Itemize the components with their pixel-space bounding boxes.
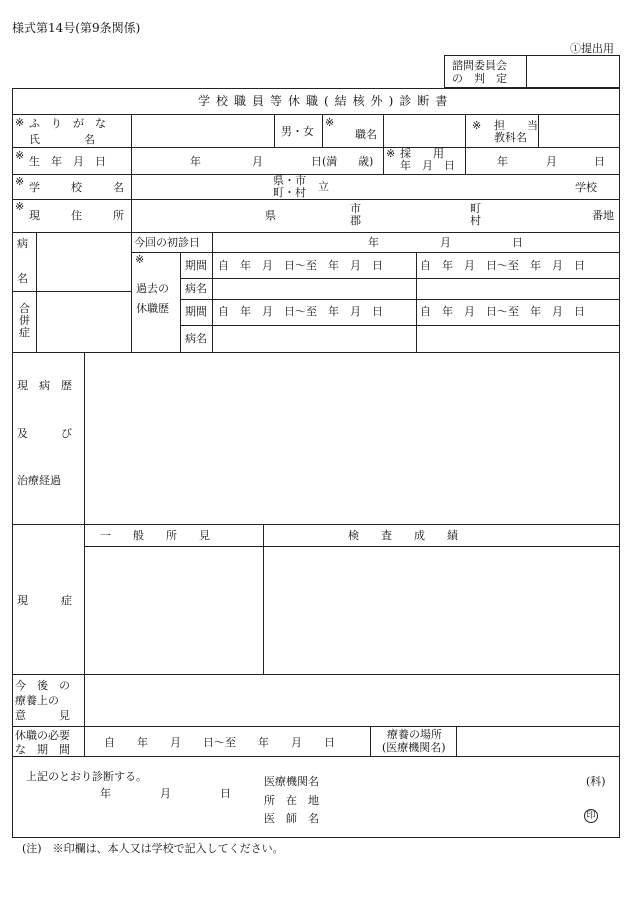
subject-field[interactable] — [539, 115, 619, 147]
opinion-label-2: 療養上の — [15, 694, 59, 707]
history-label-3: 治療経過 — [17, 474, 61, 487]
address-lot: 番地 — [592, 209, 614, 222]
test-results-label: 検 査 成 績 — [348, 529, 458, 542]
first-visit-month: 月 — [440, 236, 451, 249]
period-text: 自 年 月 日〜至 年 月 日 — [218, 305, 383, 318]
mark: ※ — [15, 149, 25, 162]
name-field[interactable] — [132, 115, 274, 147]
period-text: 自 年 月 日〜至 年 月 日 — [420, 305, 585, 318]
past-leave-label-1: 過去の — [136, 282, 169, 295]
subject-label-1: 担 当 — [494, 119, 538, 132]
mark: ※ — [135, 253, 145, 266]
period-label: 期間 — [185, 305, 207, 318]
submission-type: ①提出用 — [570, 42, 614, 55]
general-findings-field[interactable] — [85, 547, 262, 673]
seal-icon — [584, 809, 598, 823]
hire-date-field[interactable] — [466, 148, 619, 173]
position-label: 職名 — [355, 128, 377, 141]
address-label: 現 住 所 — [29, 209, 134, 222]
mark: ※ — [386, 147, 396, 160]
school-suffix: 学校 — [575, 181, 597, 194]
address-county: 郡 — [350, 214, 361, 227]
care-place-label-2: (医療機関名) — [382, 741, 446, 754]
school-label: 学 校 名 — [29, 181, 134, 194]
form-number: 様式第14号(第9条関係) — [12, 21, 141, 35]
committee-judgement-field[interactable] — [527, 56, 619, 87]
doctor-label: 医 師 名 — [264, 812, 319, 825]
past-illness-field-4[interactable] — [417, 326, 619, 351]
complication-field[interactable] — [37, 292, 130, 351]
mark: ※ — [15, 200, 25, 213]
care-place-field[interactable] — [457, 727, 619, 755]
institution-field[interactable] — [330, 772, 580, 788]
hire-day: 日 — [594, 155, 605, 168]
address-field[interactable] — [132, 200, 619, 232]
sex-field[interactable]: 男・女 — [281, 125, 314, 138]
mark: ※ — [15, 175, 25, 188]
school-field[interactable] — [132, 175, 619, 199]
disease-label-top: 病 — [17, 237, 28, 250]
past-leave-label-2: 休職歴 — [136, 302, 169, 315]
opinion-field[interactable] — [85, 675, 619, 725]
hire-year: 年 — [497, 155, 508, 168]
form-title: 学校職員等休職(結核外)診断書 — [198, 94, 454, 108]
past-illness-field-2[interactable] — [417, 279, 619, 299]
general-findings-label: 一 般 所 見 — [100, 529, 210, 542]
period-text: 自 年 月 日〜至 年 月 日 — [420, 259, 585, 272]
committee-label-1: 諮問委員会 — [452, 59, 507, 72]
birth-age: 歳) — [358, 155, 374, 168]
opinion-label-3: 意 見 — [15, 709, 70, 722]
school-town-village: 町・村 — [273, 186, 306, 199]
cert-year: 年 — [100, 787, 111, 800]
first-visit-day: 日 — [512, 236, 523, 249]
school-public: 立 — [318, 180, 329, 193]
school-pref-city: 県・市 — [273, 174, 306, 187]
mark: ※ — [325, 116, 335, 129]
care-place-label-1: 療養の場所 — [387, 728, 442, 741]
first-visit-field[interactable] — [213, 233, 619, 252]
leave-period-field[interactable] — [85, 727, 369, 755]
birth-year: 年 — [190, 155, 201, 168]
mark: ※ — [472, 119, 482, 132]
leave-needed-label-2: な 期 間 — [15, 743, 70, 756]
illness-label: 病名 — [185, 332, 207, 345]
cert-month: 月 — [160, 787, 171, 800]
past-illness-field-3[interactable] — [213, 326, 415, 351]
disease-name-field[interactable] — [37, 233, 130, 290]
certification-statement: 上記のとおり診断する。 — [26, 770, 147, 783]
leave-needed-label-1: 休職の必要 — [15, 729, 70, 742]
address-field-doctor[interactable] — [330, 791, 580, 807]
disease-label-bottom: 名 — [17, 272, 28, 285]
mark: ※ — [15, 116, 25, 129]
address-label: 所 在 地 — [264, 794, 319, 807]
birth-month: 月 — [252, 155, 263, 168]
address-city: 市 — [350, 202, 361, 215]
subject-label-2: 教科名 — [494, 131, 527, 144]
hire-label-1: 採 用 — [400, 147, 444, 160]
period-label: 期間 — [185, 259, 207, 272]
opinion-label-1: 今 後 の — [15, 679, 70, 692]
birth-day: 日(満 — [311, 155, 338, 168]
period-text: 自 年 月 日〜至 年 月 日 — [218, 259, 383, 272]
illness-label: 病名 — [185, 282, 207, 295]
institution-label: 医療機関名 — [264, 775, 319, 788]
first-visit-label: 今回の初診日 — [134, 236, 200, 249]
complication-char-1: 合 — [19, 302, 30, 315]
footnote: (注) ※印欄は、本人又は学校で記入してください。 — [22, 842, 284, 855]
history-label-2: 及 び — [17, 427, 72, 440]
test-results-field[interactable] — [264, 547, 619, 673]
furigana-label: ふ り が な — [29, 117, 106, 130]
history-field[interactable] — [85, 353, 619, 523]
address-village: 村 — [470, 214, 481, 227]
committee-label-2: の 判 定 — [452, 72, 507, 85]
address-town: 町 — [470, 202, 481, 215]
doctor-name-field[interactable] — [330, 809, 580, 825]
hire-label-2: 年 月 日 — [400, 159, 455, 172]
name-label: 氏 名 — [29, 133, 95, 146]
leave-period: 自 年 月 日〜至 年 月 日 — [104, 736, 335, 749]
history-label-1: 現 病 歴 — [17, 379, 72, 392]
position-field[interactable] — [384, 115, 464, 147]
symptoms-label: 現 症 — [17, 594, 72, 607]
complication-char-3: 症 — [19, 326, 30, 339]
seal-char: 印 — [586, 810, 596, 821]
past-illness-field-1[interactable] — [213, 279, 415, 299]
hire-month: 月 — [546, 155, 557, 168]
address-pref: 県 — [265, 209, 276, 222]
birth-label: 生 年 月 日 — [29, 155, 106, 168]
department-label: (科) — [586, 775, 606, 788]
complication-char-2: 併 — [19, 314, 30, 327]
first-visit-year: 年 — [368, 236, 379, 249]
birth-date-field[interactable] — [132, 148, 382, 172]
cert-day: 日 — [220, 787, 231, 800]
